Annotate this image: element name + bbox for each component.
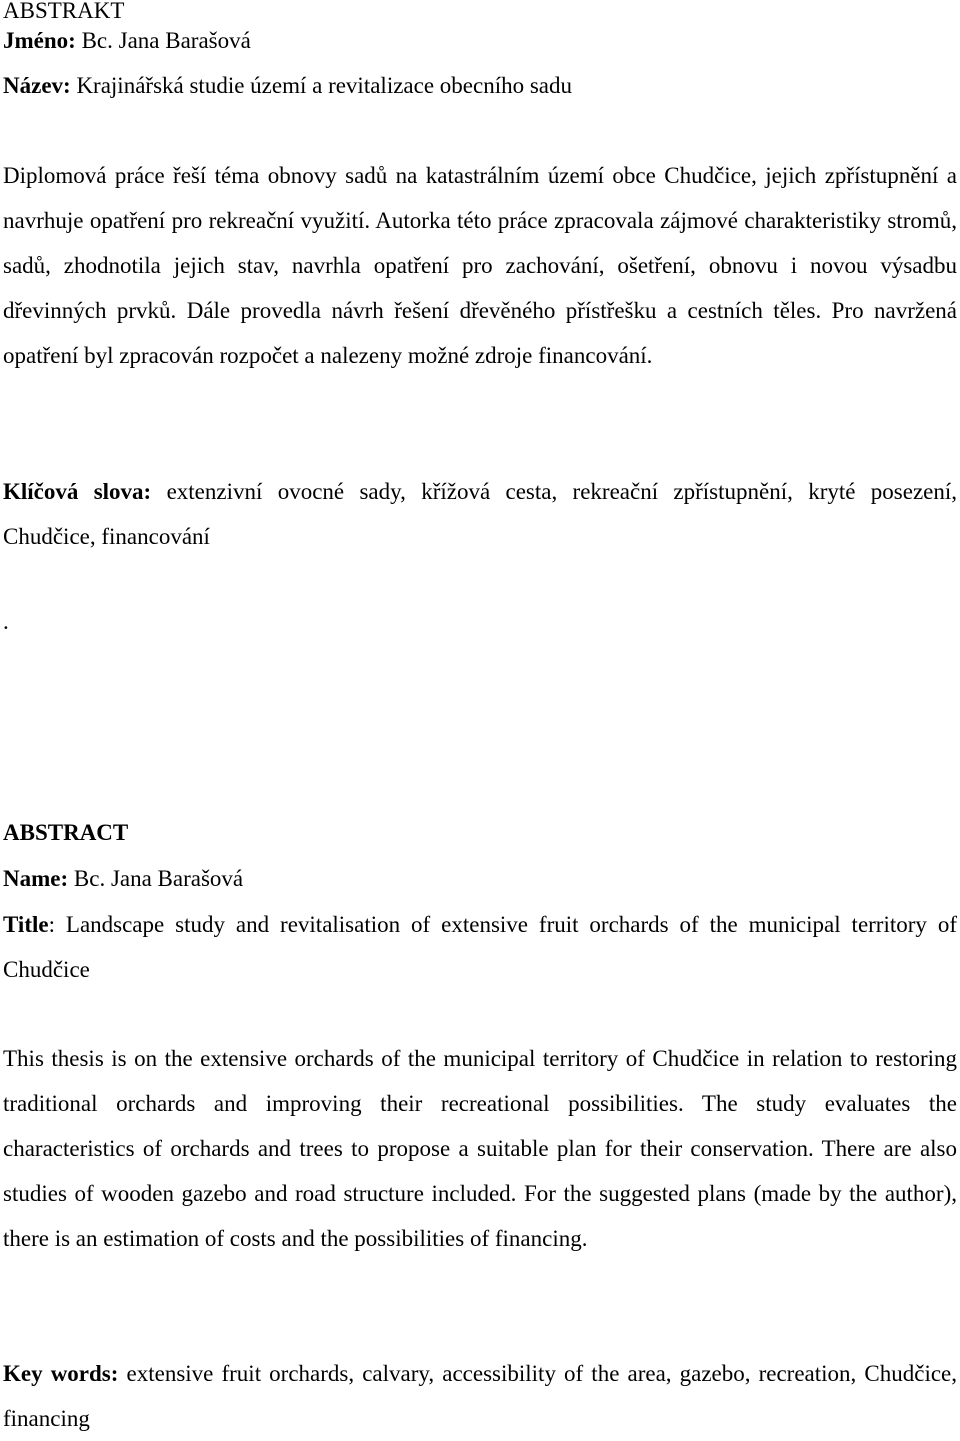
- cz-title-value: Krajinářská studie území a revitalizace obecního sadu: [76, 73, 573, 98]
- en-keywords-label: Key words:: [3, 1361, 119, 1386]
- en-keywords: [3, 1351, 957, 1441]
- cz-heading: ABSTRAKT: [3, 0, 125, 23]
- en-title-value: : Landscape study and revitalisation of extensive fruit orchards of the municipal territory of Chudčice: [3, 912, 957, 982]
- en-name-value: Bc. Jana Barašová: [73, 866, 244, 891]
- cz-name-value: Bc. Jana Barašová: [81, 28, 251, 53]
- en-title-label: Title: [3, 912, 49, 937]
- en-abstract-text: This thesis is on the extensive orchards of the municipal territory of Chudčice in relation to restoring traditional orchards and improving their recreational possibilities. The study evaluates the characteristics of orchards and trees to propose a suitable plan for their conservation. There are also studies of wooden gazebo and road structure included. For the suggested plans (made by the author), there is an estimation of costs and the possibilities of financing.: [3, 1046, 957, 1251]
- cz-title-label: Název:: [3, 73, 71, 98]
- cz-abstract-text: Diplomová práce řeší téma obnovy sadů na katastrálním území obce Chudčice, jejich zpřístupnění a navrhuje opatření pro rekreační využití. Autorka této práce zpracovala zájmové charakteristiky stromů, sadů, zhodnotila jejich stav, navrhla opatření pro zachování, ošetření, obnovu i novou výsadbu dřevinných prvků. Dále provedla návrh řešení dřevěného přístřešku a cestních těles. Pro navržená opatření byl zpracován rozpočet a nalezeny možné zdroje financování.: [3, 163, 957, 368]
- cz-name-line: [3, 26, 251, 56]
- cz-keywords-label: Klíčová slova:: [3, 479, 152, 504]
- cz-name-label: Jméno:: [3, 28, 76, 53]
- cz-title-line: [3, 71, 572, 101]
- separator-dot: .: [3, 609, 9, 634]
- en-title: [3, 902, 957, 992]
- en-keywords-value: extensive fruit orchards, calvary, accessibility of the area, gazebo, recreation, Chudčice, financing: [3, 1361, 957, 1431]
- en-heading: ABSTRACT: [3, 820, 129, 845]
- cz-keywords: [3, 469, 957, 559]
- en-name-label: Name:: [3, 866, 69, 891]
- en-name-line: [3, 864, 243, 894]
- cz-keywords-value: extenzivní ovocné sady, křížová cesta, rekreační zpřístupnění, kryté posezení, Chudčice, financování: [3, 479, 957, 549]
